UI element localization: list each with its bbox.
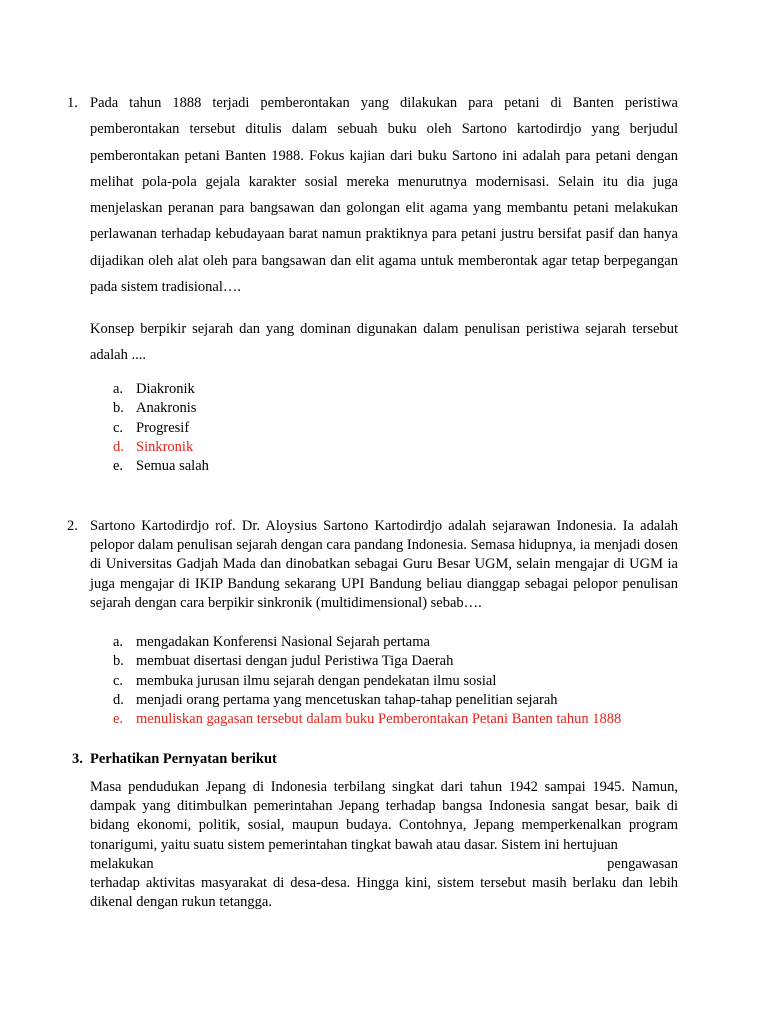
question-2-options bbox=[113, 633, 621, 729]
question-1-text: Pada tahun 1888 terjadi pemberontakan yang dilakukan para petani di Banten peristiwa pemberontakan tersebut ditulis dalam sebuah buku oleh Sartono kartodirdjo yang berjudul pemberontakan petani Banten 1988. Fokus kajian dari buku Sartono ini adalah para petani dengan melihat pola-pola gejala karakter sosial mereka menurutnya modernisasi. Selain itu dia juga menjelaskan peranan para bangsawan dan golongan elit agama yang membantu petani melakukan perlawanan terhadap kebudayaan barat namun praktiknya para petani justru bersifat pasif dan hanya dijadikan oleh alat oleh para bangsawan dan elit agama untuk memberontak agar tetap berpegangan pada sistem tradisional…. bbox=[90, 95, 678, 296]
question-1-number: 1. bbox=[67, 95, 78, 111]
option-a[interactable]: a. Diakronik bbox=[113, 381, 195, 397]
question-3-paragraph-main: Masa pendudukan Jepang di Indonesia terbilang singkat dari tahun 1942 sampai 1945. Namun, dampak yang ditimbulkan pemerintahan Jepang terhadap bangsa Indonesia sangat besar, baik di bidang ekonomi, politik, sosial, maupun budaya. Contohnya, Jepang memperkenalkan program tonarigumi, yaitu suatu sistem pemerintahan tingkat bawah atau dasar. Sistem ini hertujuan bbox=[90, 779, 678, 853]
question-3-text bbox=[90, 778, 678, 912]
option-d-correct[interactable]: d. Sinkronik bbox=[113, 438, 194, 455]
question-2-text: Sartono Kartodirdjo rof. Dr. Aloysius Sartono Kartodirdjo adalah sejarawan Indonesia. Ia adalah pelopor dalam penulisan sejarah dengan cara pandang Indonesia. Semasa hidupnya, ia menjadi dosen di Universitas Gadjah Mada dan dinobatkan sebagai Guru Besar UGM, selain mengajar di UGM ia juga mengajar di IKIP Bandung sekarang UPI Bandung beliau dianggap sebagai pelopor penulisan sejarah dengan cara berpikir sinkronik (multidimensional) sebab…. bbox=[90, 518, 678, 611]
option-e[interactable]: e. Semua salah bbox=[113, 458, 209, 475]
split-right: pengawasan bbox=[607, 855, 678, 872]
option-b[interactable]: b. Anakronis bbox=[113, 400, 197, 417]
question-1-options bbox=[113, 380, 209, 476]
question-2-number: 2. bbox=[67, 518, 78, 534]
question-3-heading: Perhatikan Pernyatan berikut bbox=[90, 751, 277, 767]
option-b[interactable]: b. membuat disertasi dengan judul Peristiwa Tiga Daerah bbox=[113, 653, 454, 670]
option-c[interactable]: c. membuka jurusan ilmu sejarah dengan pendekatan ilmu sosial bbox=[113, 672, 497, 689]
question-3-split-line bbox=[90, 855, 678, 874]
question-1-prompt: Konsep berpikir sejarah dan yang dominan digunakan dalam penulisan peristiwa sejarah tersebut adalah .... bbox=[90, 321, 678, 364]
option-d[interactable]: d. menjadi orang pertama yang mencetuskan tahap-tahap penelitian sejarah bbox=[113, 691, 558, 708]
option-e-correct[interactable]: e. menuliskan gagasan tersebut dalam buku Pemberontakan Petani Banten tahun 1888 bbox=[113, 711, 622, 728]
question-3-number: 3. bbox=[72, 751, 83, 767]
option-c[interactable]: c. Progresif bbox=[113, 419, 190, 436]
option-a[interactable]: a. mengadakan Konferensi Nasional Sejarah pertama bbox=[113, 634, 430, 650]
question-3-paragraph-end: terhadap aktivitas masyarakat di desa-desa. Hingga kini, sistem tersebut masih berlaku dan lebih dikenal dengan rukun tetangga. bbox=[90, 875, 678, 911]
split-left: melakukan bbox=[90, 855, 154, 872]
